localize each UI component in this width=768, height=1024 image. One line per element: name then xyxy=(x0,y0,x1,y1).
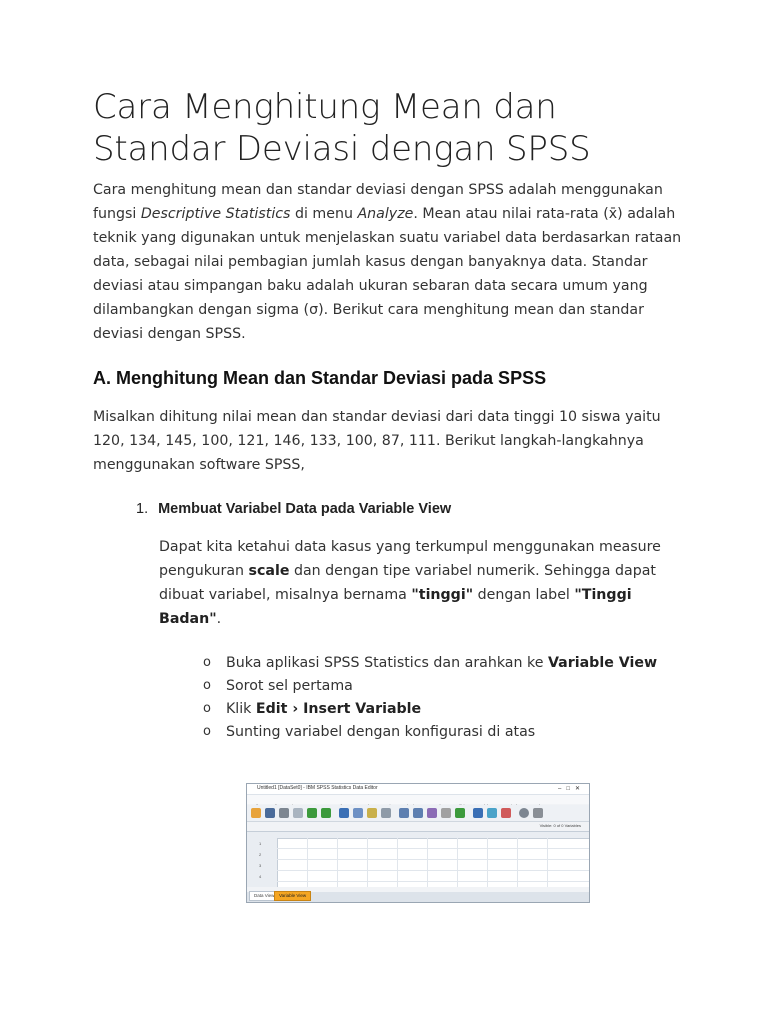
variables-status: Visible: 0 of 0 Variables xyxy=(539,823,581,828)
step-text: dan dengan tipe variabel numerik. Sehingga dapat dibuat variabel, misalnya bernama xyxy=(159,563,656,603)
menu-bar xyxy=(247,795,589,804)
grid-line xyxy=(427,838,428,887)
spelling-icon xyxy=(501,808,511,818)
grid-line xyxy=(547,838,548,887)
weight-cases-icon xyxy=(441,808,451,818)
search-icon xyxy=(519,808,529,818)
bullet-marker: o xyxy=(203,678,211,693)
list-text: Sunting variabel dengan konfigurasi di atas xyxy=(226,724,536,740)
grid-line xyxy=(307,838,308,887)
window-title: Untitled1 [DataSet0] - IBM SPSS Statistics Data Editor xyxy=(257,785,378,791)
data-grid xyxy=(247,831,589,887)
row-number: 1 xyxy=(259,841,262,846)
bullet-marker: o xyxy=(203,655,211,670)
list-item xyxy=(203,697,663,721)
view-tabs xyxy=(247,892,589,902)
row-number: 4 xyxy=(259,874,262,879)
variable-view-term: Variable View xyxy=(547,655,658,671)
intro-text: di menu xyxy=(290,206,358,222)
grid-line xyxy=(277,881,589,882)
descriptive-statistics-term: Descriptive Statistics xyxy=(140,206,291,222)
spss-screenshot xyxy=(246,783,590,903)
goto-variable-icon xyxy=(353,808,363,818)
grid-line xyxy=(367,838,368,887)
scale-term: scale xyxy=(248,563,290,579)
step-number: 1. xyxy=(136,501,149,517)
insert-cases-icon xyxy=(399,808,409,818)
grid-line xyxy=(487,838,488,887)
print-icon xyxy=(279,808,289,818)
grid-line xyxy=(277,870,589,871)
grid-line xyxy=(277,859,589,860)
step-text: . xyxy=(216,611,222,627)
grid-column-header xyxy=(247,832,589,839)
list-text: Buka aplikasi SPSS Statistics dan arahkan ke xyxy=(226,655,548,671)
grid-row-header xyxy=(247,838,278,887)
select-cases-icon xyxy=(455,808,465,818)
list-text: Sorot sel pertama xyxy=(226,678,353,694)
list-item xyxy=(203,720,663,744)
use-sets-icon xyxy=(487,808,497,818)
toolbar xyxy=(247,805,589,822)
open-folder-icon xyxy=(251,808,261,818)
split-file-icon xyxy=(427,808,437,818)
section-paragraph: Misalkan dihitung nilai mean dan standar deviasi dari data tinggi 10 siswa yaitu 120, 134, 145, 100, 121, 146, 133, 100, 87, 111. Berikut langkah-langkahnya menggunakan software SPSS, xyxy=(93,409,661,473)
variable-name-term: "tinggi" xyxy=(411,587,474,603)
insert-variable-icon xyxy=(413,808,423,818)
redo-icon xyxy=(321,808,331,818)
window-title-bar xyxy=(247,784,589,795)
tab-variable-view: Variable View xyxy=(274,891,311,901)
scripts-icon xyxy=(533,808,543,818)
section-heading: A. Menghitung Mean dan Standar Deviasi pada SPSS xyxy=(93,368,547,388)
intro-text: Cara menghitung mean dan standar deviasi dengan SPSS adalah menggunakan fungsi xyxy=(93,182,663,222)
analyze-term: Analyze xyxy=(357,206,414,222)
grid-line xyxy=(457,838,458,887)
instruction-list xyxy=(203,651,663,743)
grid-line xyxy=(277,848,589,849)
step-text: dengan label xyxy=(473,587,575,603)
save-icon xyxy=(265,808,275,818)
menu-path-term: Edit › Insert Variable xyxy=(255,701,422,717)
step-text: Dapat kita ketahui data kasus yang terkumpul menggunakan measure pengukuran xyxy=(159,539,661,579)
window-controls-icon: –□✕ xyxy=(558,786,585,792)
list-text: Klik xyxy=(226,701,256,717)
dialog-recall-icon xyxy=(293,808,303,818)
goto-case-icon xyxy=(339,808,349,818)
grid-line xyxy=(517,838,518,887)
grid-line xyxy=(397,838,398,887)
step-title: Membuat Variabel Data pada Variable View xyxy=(158,501,452,517)
row-number: 3 xyxy=(259,863,262,868)
intro-paragraph xyxy=(93,178,683,346)
step-paragraph xyxy=(159,535,689,631)
intro-text: . Mean atau nilai rata-rata (x̄) adalah teknik yang digunakan untuk menjelaskan suatu variabel data berdasarkan rataan data, sebagai nilai pembagian jumlah kasus dengan banyaknya data. Standar deviasi atau simpangan baku adalah ukuran sebaran data secara umum yang dilambangkan dengan sigma (σ). Berikut cara menghitung mean dan standar deviasi dengan SPSS. xyxy=(93,206,682,342)
find-icon xyxy=(381,808,391,818)
grid-line xyxy=(337,838,338,887)
bullet-marker: o xyxy=(203,724,211,739)
undo-icon xyxy=(307,808,317,818)
step-heading xyxy=(136,501,451,517)
variables-icon xyxy=(367,808,377,818)
row-number: 2 xyxy=(259,852,262,857)
list-item xyxy=(203,651,663,675)
page-title: Cara Menghitung Mean dan Standar Deviasi dengan SPSS xyxy=(93,87,591,169)
value-labels-icon xyxy=(473,808,483,818)
bullet-marker: o xyxy=(203,701,211,716)
variable-label-term: "Tinggi Badan" xyxy=(159,587,632,627)
tab-data-view: Data View xyxy=(249,891,279,901)
list-item xyxy=(203,674,663,698)
